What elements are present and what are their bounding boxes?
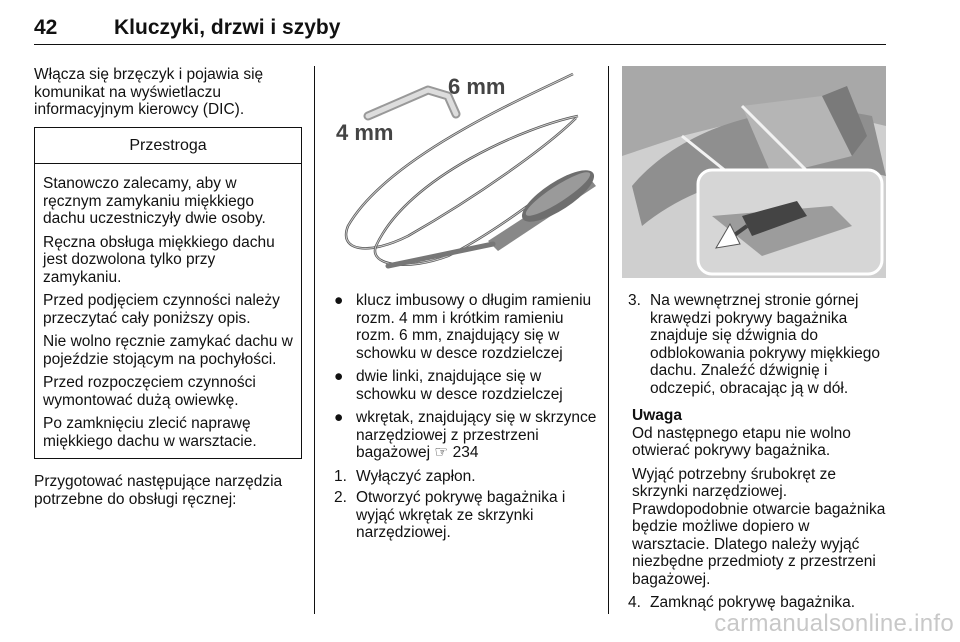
trunk-lever-photo xyxy=(622,66,886,278)
step-item: 4. Zamknąć pokrywę bagażnika. xyxy=(628,594,856,611)
list-item: ● klucz imbusowy o długim ramieniu rozm. 4 mm i krótkim ramieniu rozm. 6 mm, znajdujący się w schowku w desce rozdzielczej xyxy=(334,292,592,362)
list-item xyxy=(328,409,603,462)
page-header xyxy=(34,10,886,45)
column-middle xyxy=(328,292,603,546)
list-item: ● dwie linki, znajdujące się w schowku w desce rozdzielczej xyxy=(334,368,563,403)
page-number: 42 xyxy=(34,16,58,39)
warning-box xyxy=(34,127,302,460)
warning-paragraph: Ręczna obsługa miękkiego dachu jest dozwolona tylko przy zamykaniu. xyxy=(43,233,275,286)
bullet-icon: ● xyxy=(334,292,344,309)
warning-paragraph: Stanowczo zalecamy, aby w ręcznym zamykaniu miękkiego dachu uczestniczyły dwie osoby. xyxy=(43,175,266,227)
note-paragraph: Prawdopodobnie otwarcie bagażnika będzie możliwe dopiero w warsztacie. Dlatego należy wyjąć niezbędne przedmioty z przestrzeni bagażowej. xyxy=(632,500,886,588)
step-item: 1. Wyłączyć zapłon. xyxy=(334,467,476,485)
warning-paragraph: Przed podjęciem czynności należy przeczytać cały poniższy opis. xyxy=(43,292,280,327)
column-divider xyxy=(314,66,315,614)
step-item: 2. Otworzyć pokrywę bagażnika i wyjąć wkrętak ze skrzynki narzędziowej. xyxy=(334,489,566,541)
warning-body xyxy=(35,164,301,458)
watermark: carmanualsonline.info xyxy=(714,610,954,637)
tools-list xyxy=(328,292,603,462)
link-ref[interactable]: wkrętak, znajdujący się w skrzynce narzędziowej z przestrzeni bagażowej ☞ 234 xyxy=(356,409,597,461)
warning-paragraph: Po zamknięciu zlecić naprawę miękkiego dachu w warsztacie. xyxy=(43,415,257,450)
column-divider xyxy=(608,66,609,614)
tools-drawing xyxy=(328,66,604,278)
label-6mm: 6 mm xyxy=(448,74,506,99)
bullet-icon: ● xyxy=(334,368,344,385)
trunk-drawing xyxy=(622,66,886,278)
note-title: Uwaga xyxy=(632,407,682,424)
warning-paragraph: Nie wolno ręcznie zamykać dachu w pojeździe stojącym na pochyłości. xyxy=(43,333,293,368)
column-right xyxy=(622,292,890,616)
warning-paragraph: Przed rozpoczęciem czynności wymontować dużą owiewkę. xyxy=(43,374,256,409)
steps-list xyxy=(328,468,603,542)
intro-text: Włącza się brzęczyk i pojawia się komunikat na wyświetlaczu informacyjnym kierowcy (DIC). xyxy=(34,66,264,118)
steps-list xyxy=(622,594,890,612)
cable-shape xyxy=(346,74,576,248)
tools-illustration xyxy=(328,66,604,278)
page-title: Kluczyki, drzwi i szyby xyxy=(114,16,341,39)
note-paragraph: Wyjąć potrzebny śrubokręt ze skrzynki narzędziowej. xyxy=(632,465,837,500)
note-block xyxy=(622,407,890,588)
step-item: 3. Na wewnętrznej stronie górnej krawędzi pokrywy bagażnika znajduje się dźwignia do odblokowania pokrywy miękkiego dachu. Znaleźć dźwignię i odczepić, obracając ją w dół. xyxy=(628,292,881,397)
outro-text: Przygotować następujące narzędzia potrzebne do obsługi ręcznej: xyxy=(34,473,283,508)
column-left xyxy=(34,66,302,514)
warning-title: Przestroga xyxy=(35,128,301,165)
steps-list xyxy=(622,292,890,397)
bullet-icon: ● xyxy=(334,409,344,426)
note-paragraph: Od następnego etapu nie wolno otwierać pokrywy bagażnika. xyxy=(632,424,851,459)
label-4mm: 4 mm xyxy=(336,120,394,145)
